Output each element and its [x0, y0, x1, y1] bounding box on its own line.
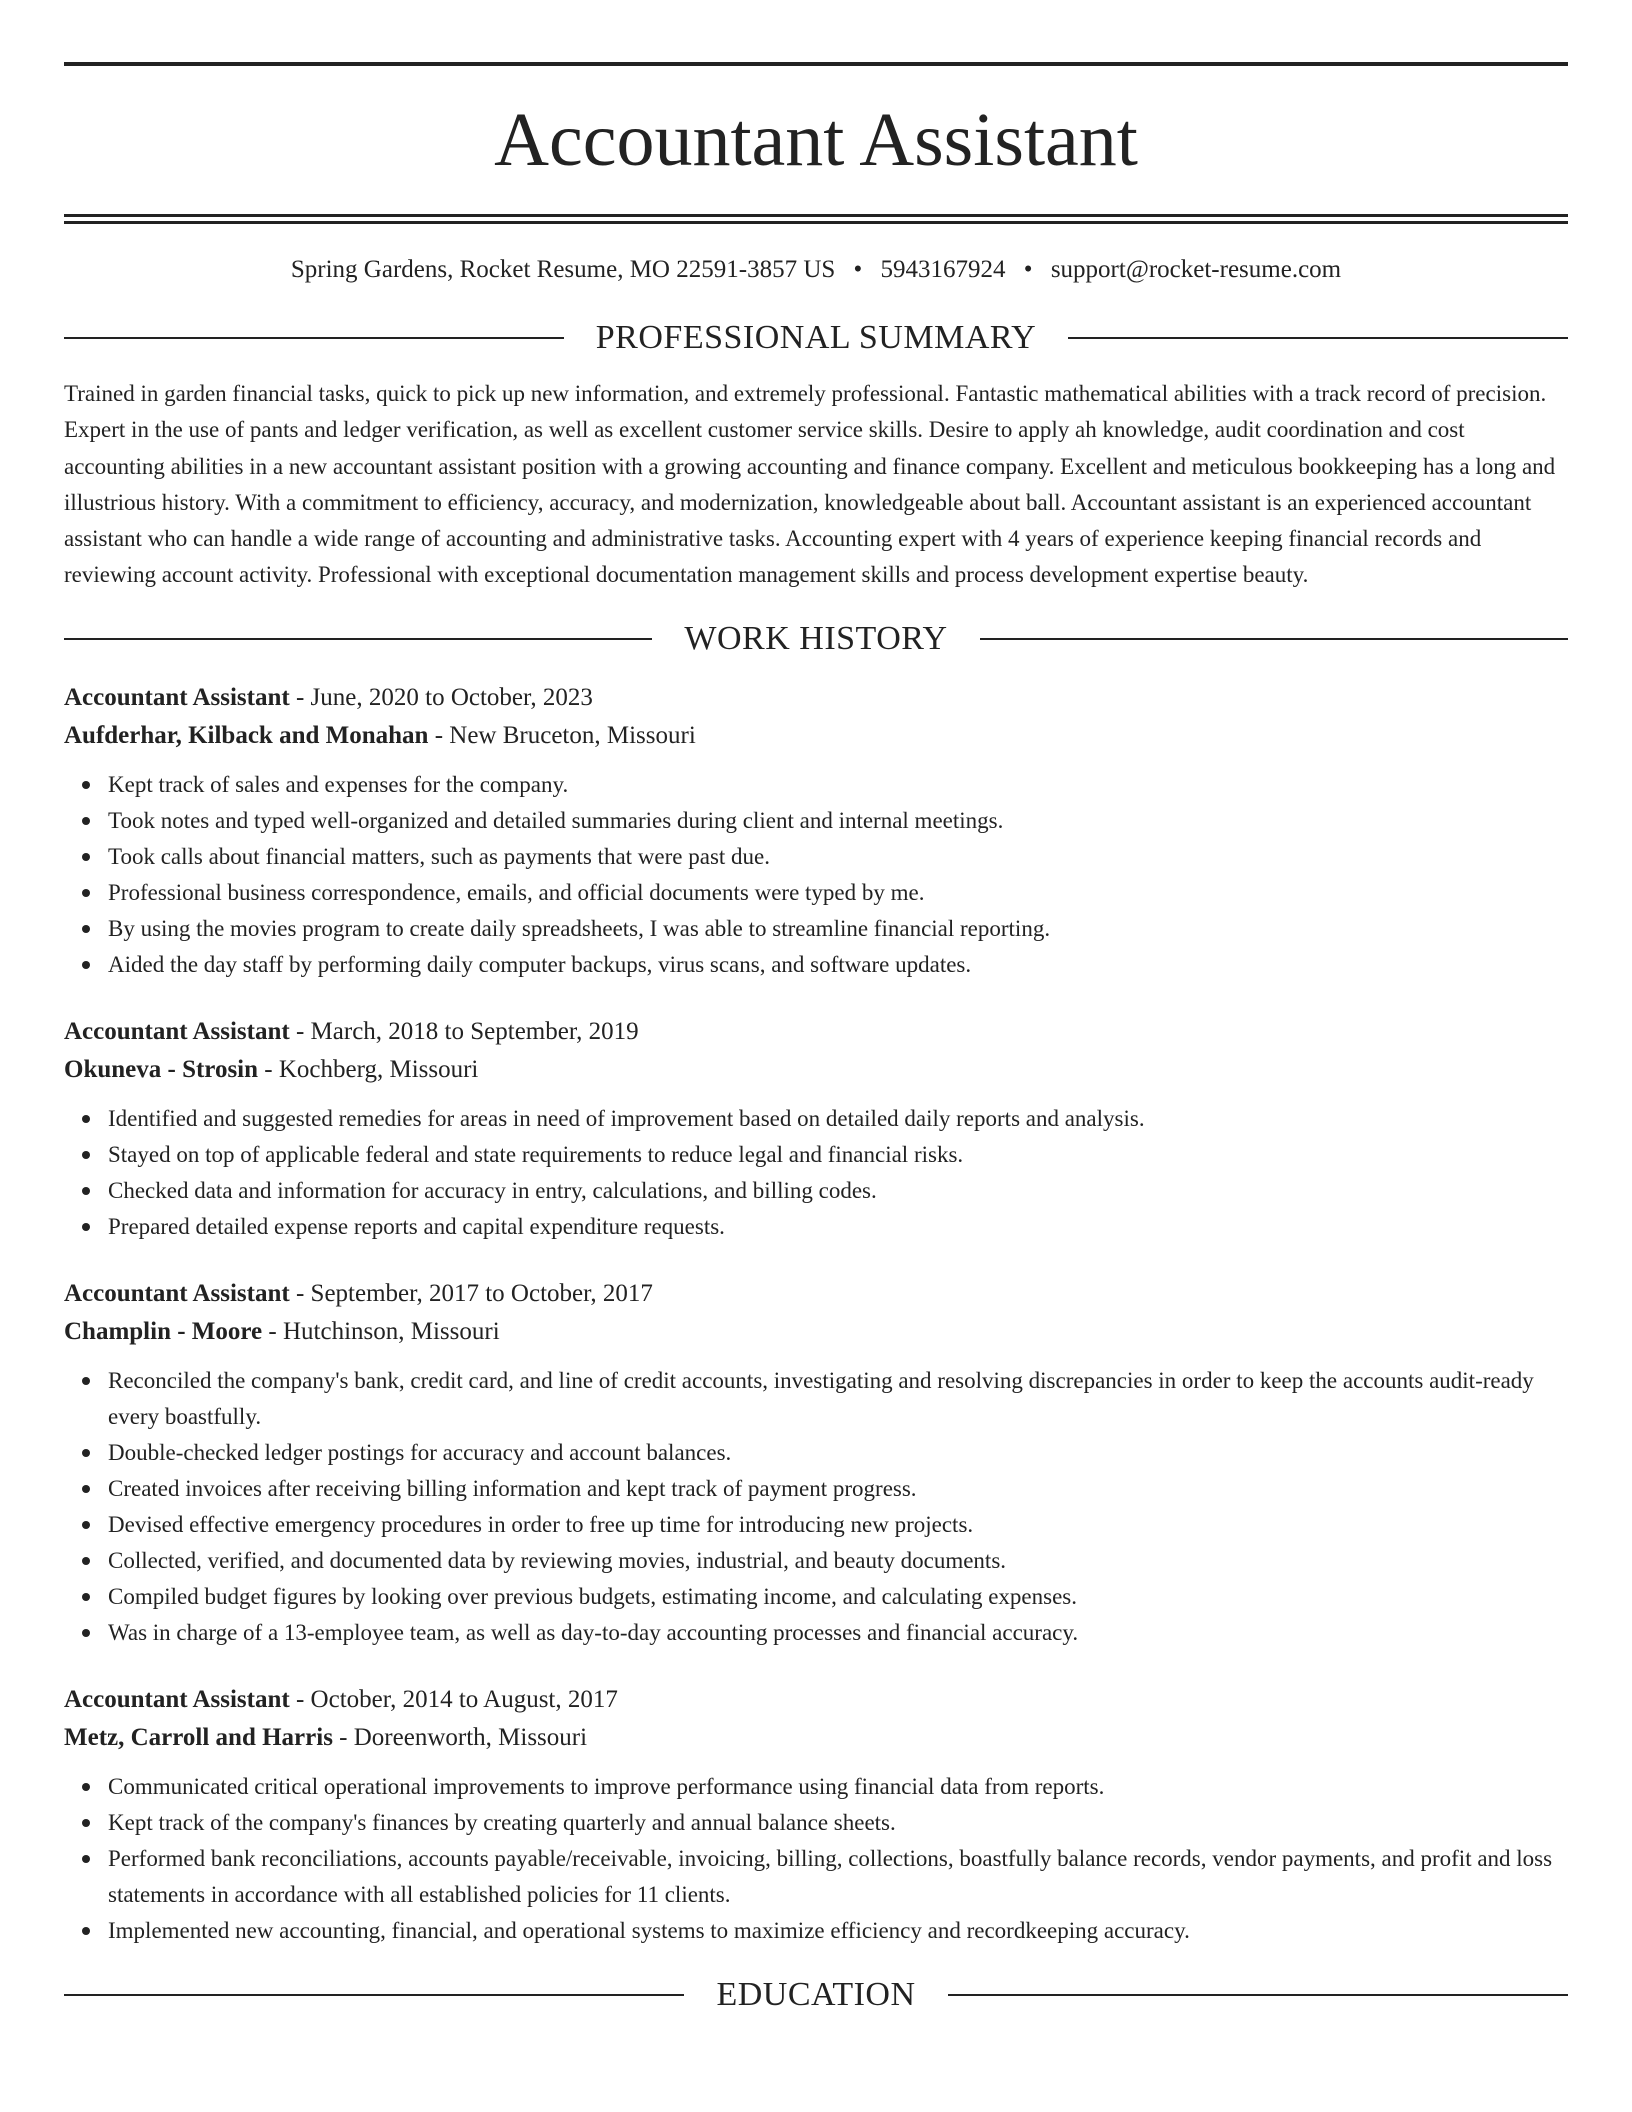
list-item: Prepared detailed expense reports and capital expenditure requests. [108, 1209, 1568, 1245]
list-item: Stayed on top of applicable federal and state requirements to reduce legal and financial risks. [108, 1137, 1568, 1173]
list-item: Implemented new accounting, financial, and operational systems to maximize efficiency and recordkeeping accuracy. [108, 1913, 1568, 1949]
job-location: - Kochberg, Missouri [258, 1055, 479, 1083]
section-rule-left [64, 1994, 684, 1996]
job-title: Accountant Assistant [64, 1279, 290, 1307]
section-rule-right [948, 1994, 1568, 1996]
job-company: Okuneva - Strosin [64, 1055, 259, 1083]
job-company: Aufderhar, Kilback and Monahan [64, 721, 429, 749]
list-item: Created invoices after receiving billing information and kept track of payment progress. [108, 1471, 1568, 1507]
job-dates: - October, 2014 to August, 2017 [289, 1685, 618, 1713]
professional-summary-text: Trained in garden financial tasks, quick to pick up new information, and extremely professional. Fantastic mathematical abilities with a track record of precision. Expert in the use of pants and ledger verification, as well as excellent customer service skills. Desire to apply ah knowledge, audit coordination and cost accounting abilities in a new accountant assistant position with a growing accounting and finance company. Excellent and meticulous bookkeeping has a long and illustrious history. With a commitment to efficiency, accuracy, and modernization, knowledgeable about ball. Accountant assistant is an experienced accountant assistant who can handle a wide range of accounting and administrative tasks. Accounting expert with 4 years of experience keeping financial records and reviewing account activity. Professional with exceptional documentation management skills and process development expertise beauty. [64, 381, 1556, 588]
job-bullets [64, 1363, 1568, 1651]
header-double-rule [64, 214, 1568, 224]
list-item: Professional business correspondence, emails, and official documents were typed by me. [108, 875, 1568, 911]
job-location: - New Bruceton, Missouri [428, 721, 696, 749]
job-dates: - June, 2020 to October, 2023 [289, 683, 593, 711]
job-bullets [64, 1769, 1568, 1949]
section-title: PROFESSIONAL SUMMARY [595, 319, 1037, 356]
list-item: Compiled budget figures by looking over previous budgets, estimating income, and calculating expenses. [108, 1579, 1568, 1615]
list-item: Devised effective emergency procedures in order to free up time for introducing new projects. [108, 1507, 1568, 1543]
job-entry [64, 1275, 1568, 1651]
list-item: Collected, verified, and documented data by reviewing movies, industrial, and beauty documents. [108, 1543, 1568, 1579]
work-history-list [64, 679, 1568, 1949]
list-item: Kept track of sales and expenses for the company. [108, 767, 1568, 803]
section-heading-education [64, 1973, 1568, 2017]
section-title: EDUCATION [716, 1975, 916, 2013]
job-entry [64, 1013, 1568, 1245]
job-dates: - March, 2018 to September, 2019 [289, 1017, 639, 1045]
contact-email: support@rocket-resume.com [1050, 256, 1342, 283]
job-title-line [64, 679, 1568, 717]
job-location: - Doreenworth, Missouri [332, 1723, 588, 1751]
job-title: Accountant Assistant [64, 683, 290, 711]
list-item: Performed bank reconciliations, accounts payable/receivable, invoicing, billing, collections, boastfully balance records, vendor payments, and profit and loss statements in accordance with all established policies for 11 clients. [108, 1841, 1568, 1913]
job-bullets [64, 1101, 1568, 1245]
resume-name: Accountant Assistant [494, 98, 1138, 182]
job-title-line [64, 1275, 1568, 1313]
top-rule [64, 62, 1568, 66]
list-item: Double-checked ledger postings for accuracy and account balances. [108, 1435, 1568, 1471]
job-company: Champlin - Moore [64, 1317, 263, 1345]
list-item: Took notes and typed well-organized and detailed summaries during client and internal meetings. [108, 803, 1568, 839]
list-item: Kept track of the company's finances by creating quarterly and annual balance sheets. [108, 1805, 1568, 1841]
list-item: Aided the day staff by performing daily computer backups, virus scans, and software updates. [108, 947, 1568, 983]
job-company-line [64, 1313, 1568, 1351]
section-heading-work [64, 617, 1568, 661]
job-title: Accountant Assistant [64, 1685, 290, 1713]
section-title: WORK HISTORY [684, 619, 948, 657]
job-location: - Hutchinson, Missouri [262, 1317, 500, 1345]
list-item: Reconciled the company's bank, credit card, and line of credit accounts, investigating and resolving discrepancies in order to keep the accounts audit-ready every boastfully. [108, 1363, 1568, 1435]
job-dates: - September, 2017 to October, 2017 [289, 1279, 653, 1307]
contact-line [64, 254, 1568, 286]
section-rule-right [1068, 337, 1568, 339]
section-rule-left [64, 638, 652, 640]
section-rule-right [980, 638, 1568, 640]
list-item: Was in charge of a 13-employee team, as well as day-to-day accounting processes and financial accuracy. [108, 1615, 1568, 1651]
contact-separator: • [853, 256, 863, 283]
job-company: Metz, Carroll and Harris [64, 1723, 333, 1751]
contact-phone: 5943167924 [880, 256, 1006, 283]
job-title-line [64, 1013, 1568, 1051]
contact-separator: • [1023, 256, 1033, 283]
job-bullets [64, 767, 1568, 983]
job-entry [64, 1681, 1568, 1949]
job-company-line [64, 717, 1568, 755]
list-item: Checked data and information for accuracy in entry, calculations, and billing codes. [108, 1173, 1568, 1209]
job-company-line [64, 1051, 1568, 1089]
list-item: Identified and suggested remedies for areas in need of improvement based on detailed daily reports and analysis. [108, 1101, 1568, 1137]
list-item: By using the movies program to create daily spreadsheets, I was able to streamline financial reporting. [108, 911, 1568, 947]
job-company-line [64, 1719, 1568, 1757]
job-entry [64, 679, 1568, 983]
section-heading-summary [64, 316, 1568, 360]
list-item: Communicated critical operational improvements to improve performance using financial data from reports. [108, 1769, 1568, 1805]
section-rule-left [64, 337, 564, 339]
job-title: Accountant Assistant [64, 1017, 290, 1045]
list-item: Took calls about financial matters, such as payments that were past due. [108, 839, 1568, 875]
job-title-line [64, 1681, 1568, 1719]
contact-address: Spring Gardens, Rocket Resume, MO 22591-3857 US [290, 256, 836, 283]
